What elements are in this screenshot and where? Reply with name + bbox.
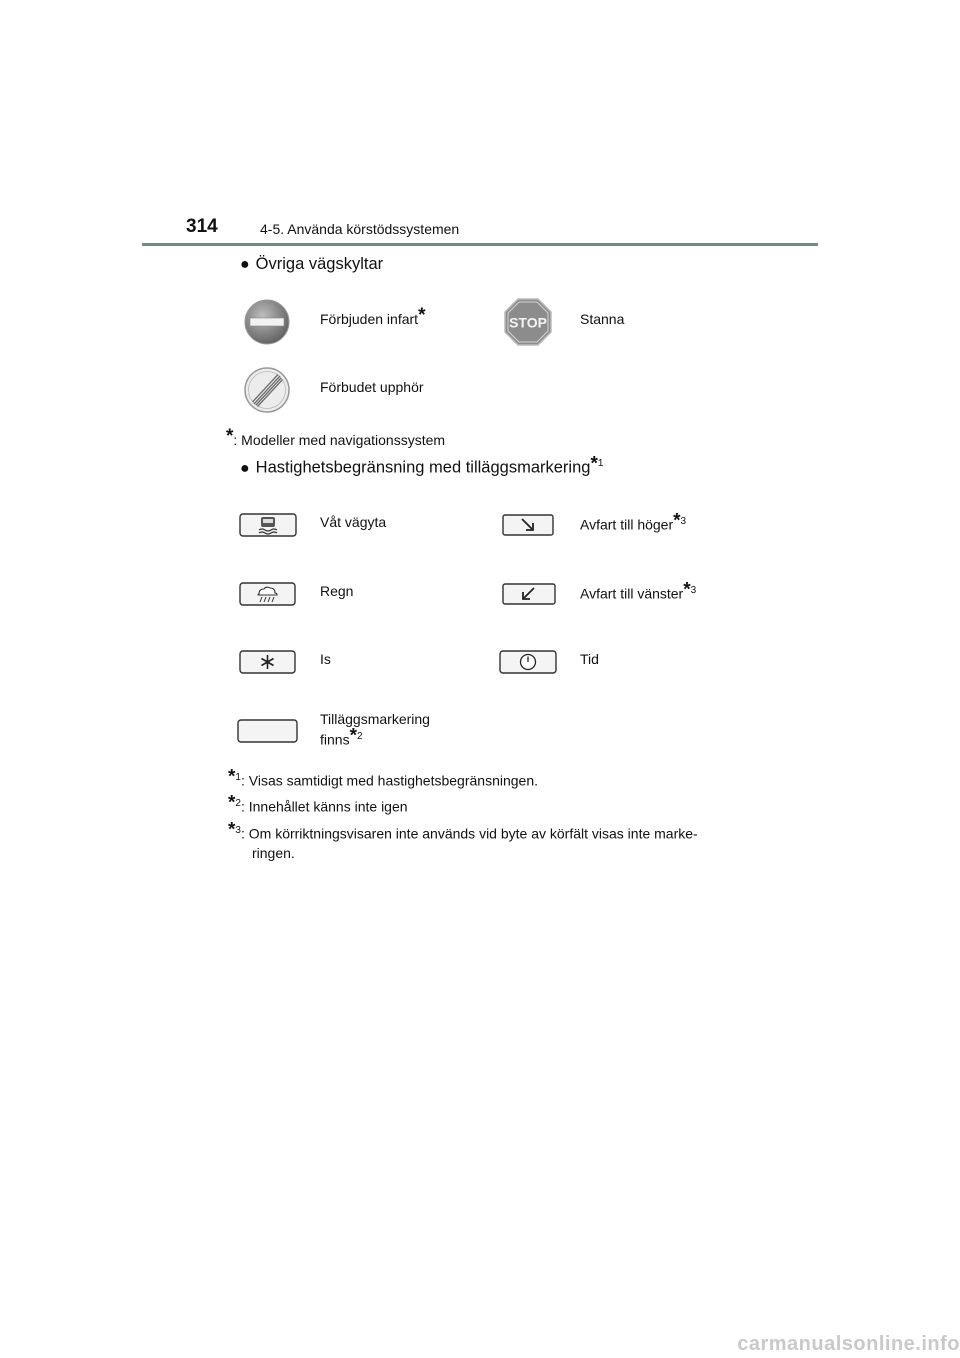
footnote-marker: * [228,766,236,788]
watermark[interactable]: carmanualsonline.info [737,1333,960,1355]
exit-right-arrow-plate-icon [502,514,554,536]
footnote-marker: * [673,510,681,532]
footnote-number: 3 [690,585,697,596]
footnote-number: 3 [680,516,687,527]
blank-plate-icon [237,719,298,743]
footnote-marker: * [226,426,234,447]
note-3: *$^3$: Om körriktningsvisaren inte används vid byte av körfält visas inte marke- [228,819,698,842]
note-2: *$^2$: Innehållet känns inte igen [228,792,408,815]
end-of-prohibition-label: Förbudet upphör [320,379,424,395]
footnote-number: 3 [235,825,241,836]
supplementary-heading [240,453,604,478]
bullet-icon: ● [240,459,250,477]
exit-left-arrow-plate-icon [502,583,556,605]
note-3-continuation: ringen. [252,845,295,861]
other-signs-heading [240,255,383,274]
navigation-footnote: *: Modeller med navigationssystem [226,426,446,448]
footnote-number: 2 [235,798,241,809]
supplementary-present-label: Tilläggsmarkering finns*$^2$ [320,711,430,748]
footnote-marker: * [590,453,598,475]
end-of-prohibition-sign-icon [244,367,290,413]
rain-label: Regn [320,583,354,599]
time-label: Tid [580,651,599,667]
supplementary-heading-text: Hastighetsbegränsning med tilläggsmarkering [255,458,591,477]
note-1: *$^1$: Visas samtidigt med hastighetsbegränsningen. [228,766,538,789]
rain-cloud-plate-icon [239,582,296,606]
no-entry-sign-icon [244,299,290,345]
footnote-number: 2 [356,731,363,742]
footnote-marker: * [418,305,426,326]
no-entry-label: Förbjuden infart* [320,305,426,327]
wet-road-plate-icon [239,513,297,537]
footnote-number: 1 [597,458,604,469]
footnote-marker: * [349,725,357,747]
page-number: 314 [186,216,218,237]
bullet-icon: ● [240,256,250,273]
stop-label: Stanna [580,311,625,327]
header-rule [142,243,818,246]
ice-label: Is [320,651,331,667]
footnote-marker: * [228,819,236,841]
section-title: 4-5. Använda körstödssystemen [260,221,460,237]
clock-plate-icon [499,650,557,674]
snowflake-plate-icon [239,650,296,674]
stop-sign-text: STOP [509,314,547,331]
footnote-marker: * [683,579,691,601]
footnote-number: 1 [235,772,241,783]
other-signs-heading-text: Övriga vägskyltar [255,255,384,273]
exit-left-label: Avfart till vänster*$^3$ [580,579,697,602]
wet-road-label: Våt vägyta [320,514,387,530]
exit-right-label: Avfart till höger*$^3$ [580,510,687,533]
footnote-marker: * [228,792,236,814]
stop-sign-icon [504,298,552,346]
